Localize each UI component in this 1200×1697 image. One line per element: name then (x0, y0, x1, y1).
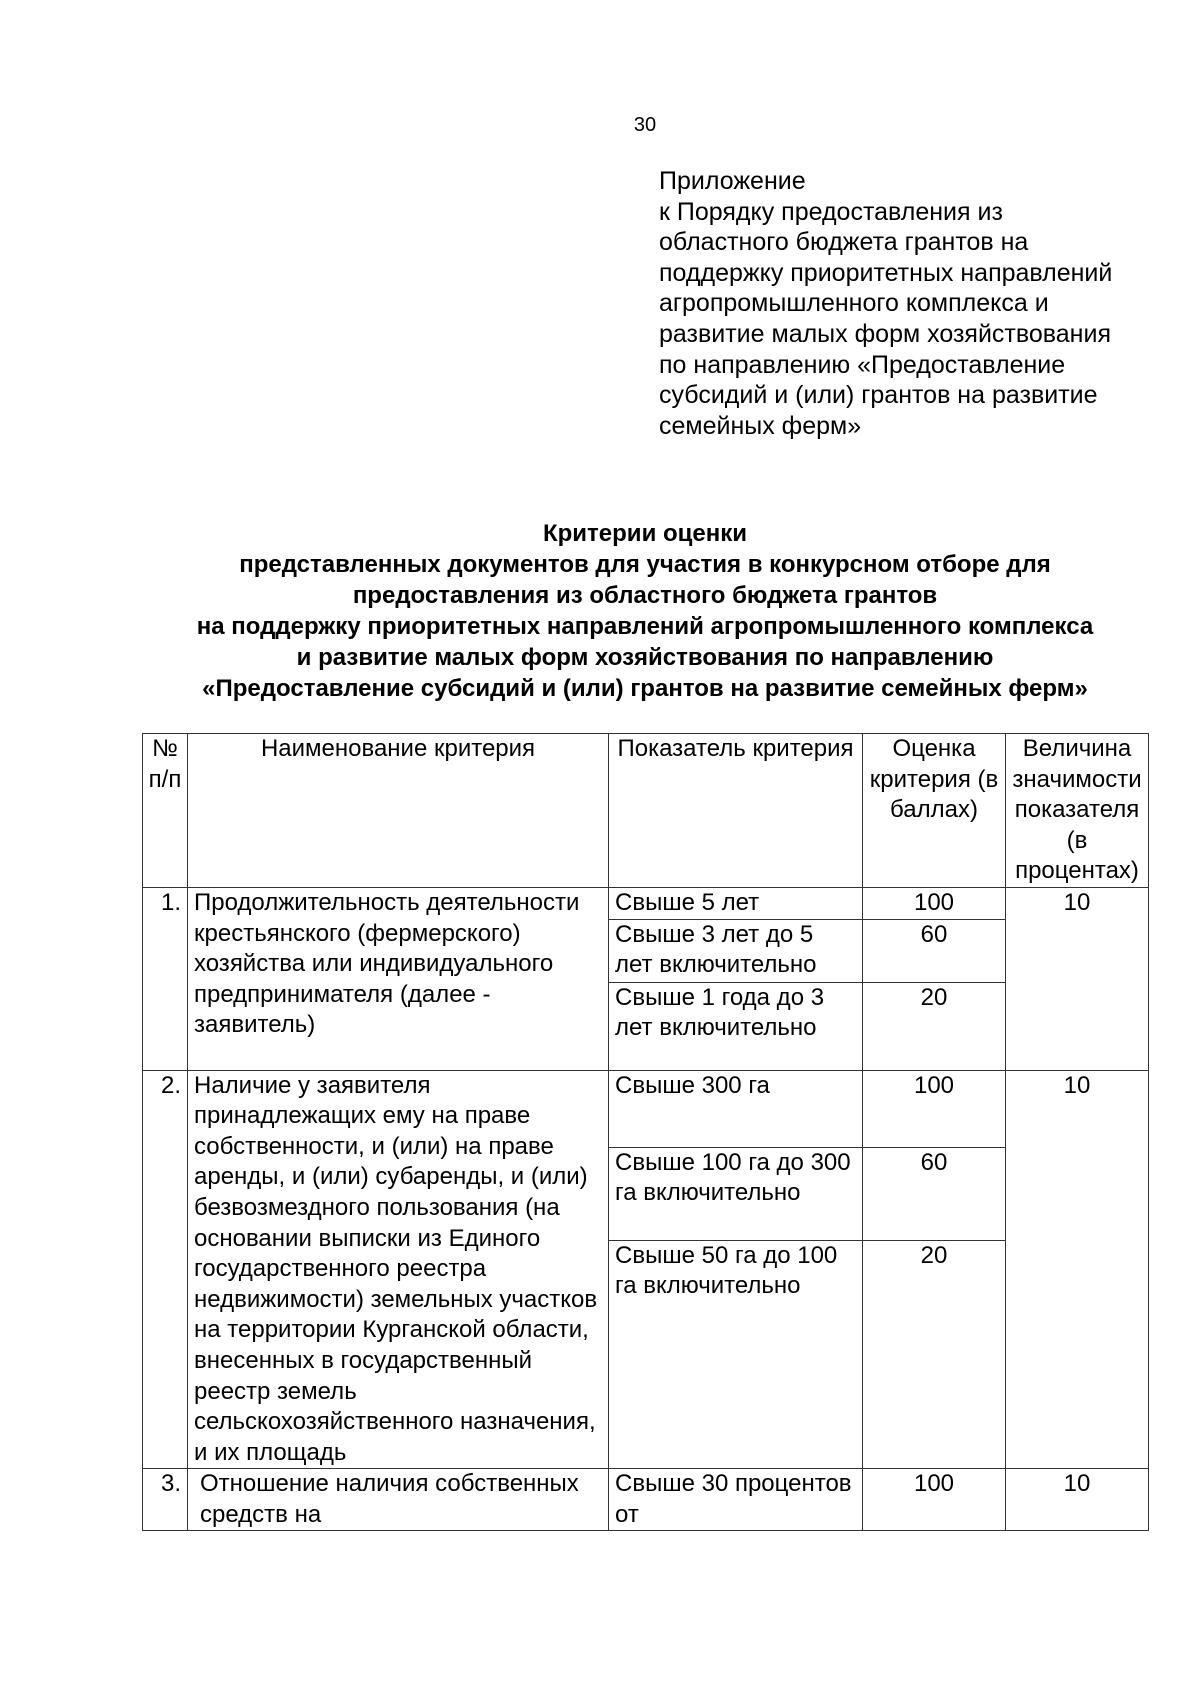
score-value: 60 (863, 919, 1006, 982)
criterion-name: Отношение наличия собственных средств на (188, 1469, 609, 1531)
title-line: Критерии оценки (542, 520, 748, 547)
indicator-text: Свыше 50 га до 100 га включительно (609, 1240, 863, 1469)
score-value: 60 (863, 1147, 1006, 1240)
appendix-line: поддержку приоритетных направлений (659, 258, 1113, 287)
row-number: 2. (143, 1070, 188, 1469)
score-value: 20 (863, 1240, 1006, 1469)
appendix-line: семейных ферм» (659, 411, 862, 440)
document-title (130, 518, 1160, 704)
appendix-line: к Порядку предоставления из (659, 197, 1003, 226)
indicator-text: Свыше 1 года до 3 лет включительно (609, 982, 863, 1070)
title-line: на поддержку приоритетных направлений агропромышленного комплекса (196, 613, 1094, 640)
indicator-text: Свыше 30 процентов от (609, 1469, 863, 1531)
appendix-line: Приложение (659, 167, 806, 195)
table-row (143, 1469, 1149, 1531)
criteria-table (142, 733, 1149, 1531)
row-number: 1. (143, 887, 188, 1070)
weight-value: 10 (1006, 887, 1149, 1070)
indicator-text: Свыше 3 лет до 5 лет включительно (609, 919, 863, 982)
appendix-block (659, 166, 1179, 441)
header-indicator: Показатель критерия (609, 734, 863, 888)
table-row (143, 887, 1149, 919)
appendix-line: развитие малых форм хозяйствования (659, 319, 1111, 348)
header-name: Наименование критерия (188, 734, 609, 888)
criterion-name: Продолжительность деятельности крестьянского (фермерского) хозяйства или индивидуального предпринимателя (далее - заявитель) (188, 887, 609, 1070)
table-row (143, 1070, 1149, 1147)
title-line: и развитие малых форм хозяйствования по направлению (296, 644, 994, 671)
table-header-row (143, 734, 1149, 888)
page-number: 30 (633, 114, 657, 136)
score-value: 100 (863, 1070, 1006, 1147)
indicator-text: Свыше 5 лет (609, 887, 863, 919)
appendix-line: агропромышленного комплекса и (659, 289, 1049, 318)
title-line: предоставления из областного бюджета грантов (352, 582, 938, 609)
indicator-text: Свыше 100 га до 300 га включительно (609, 1147, 863, 1240)
indicator-text: Свыше 300 га (609, 1070, 863, 1147)
title-line: «Предоставление субсидий и (или) грантов на развитие семейных ферм» (202, 675, 1088, 702)
weight-value: 10 (1006, 1070, 1149, 1469)
header-weight: Величина значимости показателя (в процентах) (1006, 734, 1149, 888)
appendix-line: субсидий и (или) грантов на развитие (659, 381, 1098, 410)
title-line: представленных документов для участия в конкурсном отборе для (239, 551, 1051, 578)
weight-value: 10 (1006, 1469, 1149, 1531)
criterion-name: Наличие у заявителя принадлежащих ему на праве собственности, и (или) на праве аренды, и (или) субаренды, и (или) безвозмездного пользования (на основании выписки из Единого государственного реестра недвижимости) земельных участков на территории Курганской области, внесенных в государственный реестр земель сельскохозяйственного назначения, и их площадь (188, 1070, 609, 1469)
score-value: 20 (863, 982, 1006, 1070)
header-num: № п/п (143, 734, 188, 888)
appendix-line: по направлению «Предоставление (659, 350, 1066, 379)
appendix-line: областного бюджета грантов на (659, 228, 1029, 257)
row-number: 3. (143, 1469, 188, 1531)
header-score: Оценка критерия (в баллах) (863, 734, 1006, 888)
score-value: 100 (863, 1469, 1006, 1531)
score-value: 100 (863, 887, 1006, 919)
